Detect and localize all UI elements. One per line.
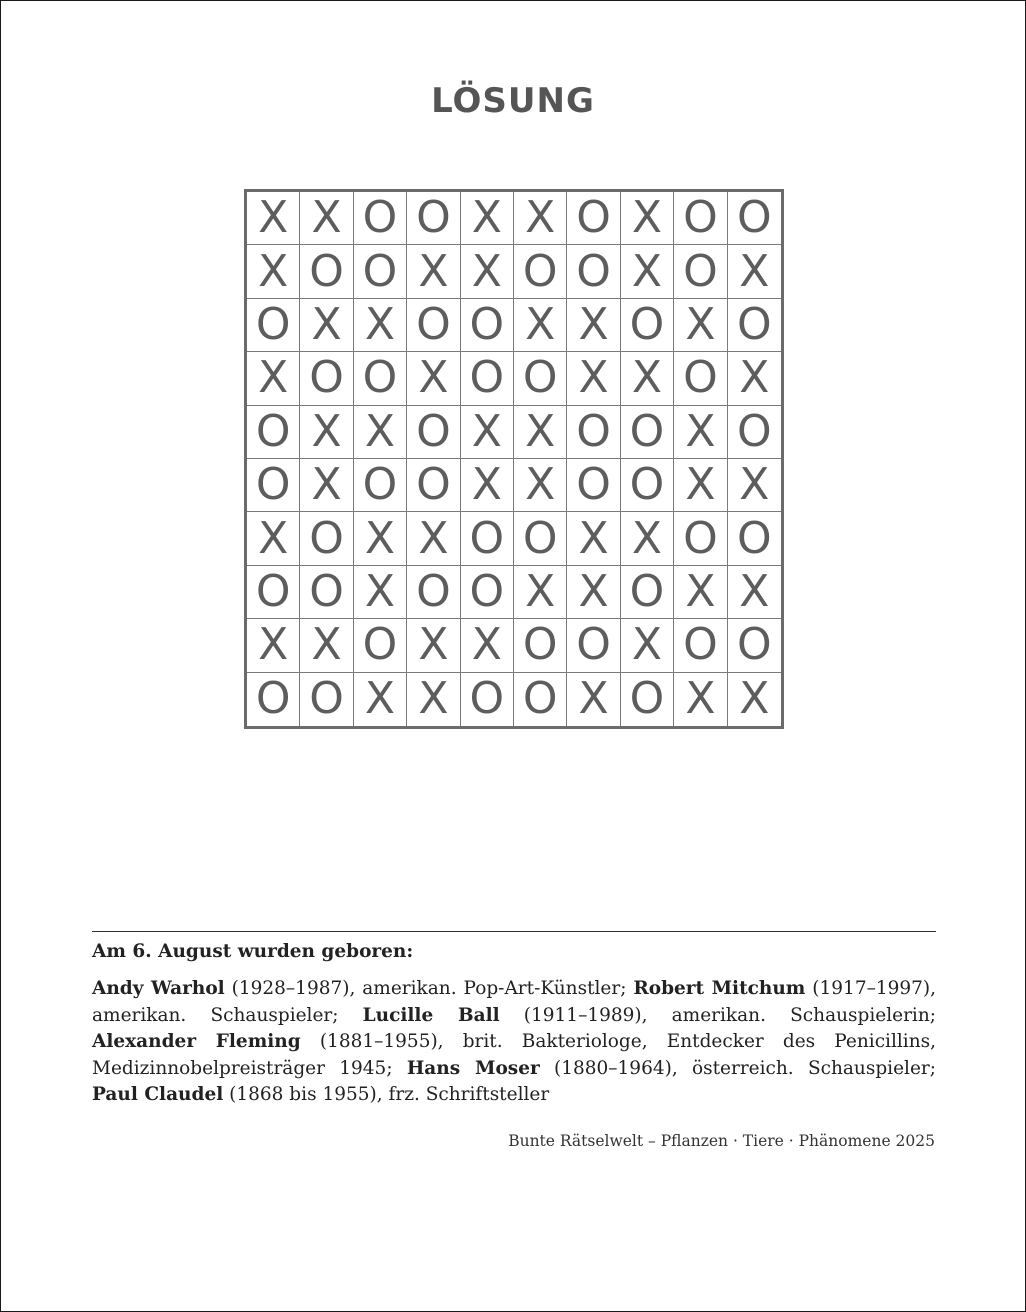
grid-cell: X	[621, 352, 674, 405]
person-name: Andy Warhol	[92, 978, 225, 999]
grid-cell: O	[407, 406, 460, 459]
grid-cell: X	[461, 406, 514, 459]
grid-cell: X	[354, 512, 407, 565]
grid-cell: O	[621, 459, 674, 512]
grid-cell: X	[247, 619, 300, 672]
grid-cell: O	[567, 192, 620, 245]
grid-cell: X	[407, 673, 460, 726]
grid-cell: X	[674, 299, 727, 352]
grid-cell: O	[674, 512, 727, 565]
grid-cell: X	[514, 406, 567, 459]
grid-cell: X	[247, 192, 300, 245]
grid-cell: X	[728, 245, 781, 298]
grid-cell: O	[621, 673, 674, 726]
grid-cell: X	[407, 619, 460, 672]
grid-cell: X	[300, 619, 353, 672]
grid-cell: X	[354, 299, 407, 352]
grid-cell: O	[674, 245, 727, 298]
grid-cell: O	[514, 512, 567, 565]
grid-cell: O	[300, 352, 353, 405]
grid-cell: O	[300, 673, 353, 726]
grid-cell: X	[514, 459, 567, 512]
grid-cell: O	[354, 352, 407, 405]
grid-cell: O	[461, 673, 514, 726]
grid-cell: X	[247, 512, 300, 565]
grid-cell: O	[514, 352, 567, 405]
birthdays-heading: Am 6. August wurden geboren:	[92, 941, 414, 962]
person-info: (1911–1989), amerikan. Schauspielerin;	[499, 1004, 936, 1026]
grid-cell: X	[300, 299, 353, 352]
grid-cell: X	[247, 352, 300, 405]
grid-cell: X	[674, 673, 727, 726]
grid-cell: O	[514, 245, 567, 298]
divider	[92, 931, 936, 932]
grid-cell: X	[300, 192, 353, 245]
grid-cell: X	[674, 566, 727, 619]
grid-cell: O	[728, 512, 781, 565]
person-info: (1917–1997), amerikan. Schauspieler;	[92, 978, 937, 1026]
grid-cell: X	[621, 245, 674, 298]
grid-cell: O	[300, 566, 353, 619]
grid-cell: X	[461, 245, 514, 298]
grid-cell: X	[728, 352, 781, 405]
grid-cell: O	[514, 673, 567, 726]
grid-cell: O	[407, 459, 460, 512]
grid-cell: X	[461, 459, 514, 512]
grid-cell: X	[514, 566, 567, 619]
grid-cell: X	[461, 619, 514, 672]
grid-cell: X	[621, 619, 674, 672]
grid-cell: O	[247, 673, 300, 726]
grid-cell: O	[567, 619, 620, 672]
grid-cell: X	[728, 566, 781, 619]
grid-cell: X	[514, 299, 567, 352]
grid-cell: O	[407, 566, 460, 619]
birthdays-text	[92, 976, 936, 1109]
grid-cell: X	[567, 673, 620, 726]
grid-cell: X	[354, 566, 407, 619]
grid-cell: O	[354, 459, 407, 512]
person-info: (1928–1987), amerikan. Pop-Art-Künstler;	[224, 978, 634, 999]
grid-cell: O	[567, 406, 620, 459]
grid-cell: O	[567, 459, 620, 512]
grid-cell: O	[461, 512, 514, 565]
grid-cell: O	[354, 619, 407, 672]
grid-cell: X	[354, 673, 407, 726]
grid-cell: O	[354, 192, 407, 245]
grid-cell: X	[567, 512, 620, 565]
grid-cell: X	[739, 673, 770, 725]
grid-cell: O	[300, 512, 353, 565]
person-name: Paul Claudel	[92, 1084, 224, 1105]
person-name: Lucille Ball	[362, 1004, 500, 1026]
grid-cell: O	[407, 299, 460, 352]
grid-cell: X	[354, 406, 407, 459]
grid-cell: O	[728, 192, 781, 245]
grid-cell: O	[461, 352, 514, 405]
person-name: Hans Moser	[406, 1057, 540, 1079]
grid-cell: O	[728, 619, 781, 672]
grid-cell: X	[247, 245, 300, 298]
grid-cell: O	[674, 192, 727, 245]
grid-cell: O	[674, 619, 727, 672]
grid-cell: O	[674, 352, 727, 405]
grid-cell: O	[514, 619, 567, 672]
solution-grid	[244, 189, 784, 729]
grid-cell: X	[567, 299, 620, 352]
grid-cell: O	[621, 406, 674, 459]
grid-cell: O	[728, 406, 781, 459]
grid-cell: O	[247, 566, 300, 619]
grid-cell: X	[621, 512, 674, 565]
grid-cell: X	[407, 512, 460, 565]
grid-cell: X	[674, 459, 727, 512]
grid-cell: O	[354, 245, 407, 298]
grid-cell: X	[621, 192, 674, 245]
grid-cell: X	[407, 245, 460, 298]
page-title: LÖSUNG	[431, 81, 595, 121]
grid-cell: X	[407, 352, 460, 405]
person-name: Robert Mitchum	[633, 978, 806, 999]
person-info: (1868 bis 1955), frz. Schriftsteller	[223, 1084, 550, 1105]
grid-cell: X	[514, 192, 567, 245]
grid-cell: O	[621, 566, 674, 619]
grid-cell: X	[728, 459, 781, 512]
grid-cell: O	[567, 245, 620, 298]
grid-cell: O	[407, 192, 460, 245]
page-footer: Bunte Rätselwelt – Pflanzen · Tiere · Phänomene 2025	[508, 1132, 935, 1150]
grid-cell: X	[461, 192, 514, 245]
person-info: (1880–1964), österreich. Schauspieler;	[539, 1057, 936, 1079]
person-name: Alexander Fleming	[92, 1031, 301, 1052]
grid-cell: O	[461, 566, 514, 619]
grid-cell: X	[567, 352, 620, 405]
grid-cell: X	[567, 566, 620, 619]
grid-cell: O	[728, 299, 781, 352]
grid-cell: O	[621, 299, 674, 352]
grid-cell: X	[300, 459, 353, 512]
grid-cell: O	[247, 299, 300, 352]
grid-cell: O	[461, 299, 514, 352]
person-info: (1881–1955), brit. Bakteriologe, Entdecker des Penicillins, Medizinnobelpreisträger 1945;	[92, 1031, 937, 1079]
grid-cell: O	[247, 459, 300, 512]
grid-cell: O	[247, 406, 300, 459]
grid-cell: X	[300, 406, 353, 459]
grid-cell: O	[300, 245, 353, 298]
grid-cell: X	[674, 406, 727, 459]
